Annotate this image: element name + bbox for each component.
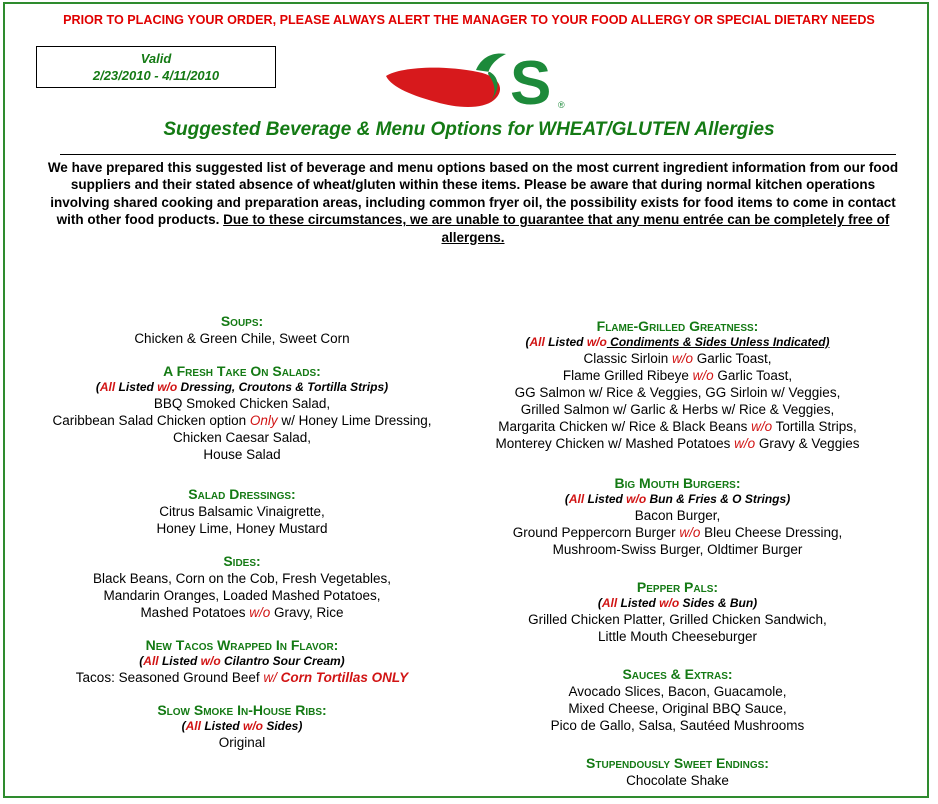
list-item: Chocolate Shake <box>626 773 729 788</box>
section-soups <box>8 312 476 347</box>
list-item: Chicken & Green Chile, Sweet Corn <box>134 331 350 346</box>
section-title: Stupendously Sweet Endings: <box>586 755 769 771</box>
left-column <box>8 312 476 766</box>
section-title: Soups: <box>220 313 264 329</box>
page-headline: Suggested Beverage & Menu Options for WHEAT/GLUTEN Allergies <box>163 119 775 140</box>
list-item: Ground Peppercorn Burger w/o Bleu Cheese Dressing, <box>512 525 843 540</box>
section-title: New Tacos Wrapped In Flavor: <box>145 637 339 653</box>
list-item: House Salad <box>203 447 281 462</box>
section-title: A Fresh Take On Salads: <box>163 363 321 379</box>
allergy-alert-banner: PRIOR TO PLACING YOUR ORDER, PLEASE ALWAYS ALERT THE MANAGER TO YOUR FOOD ALLERGY OR SPECIAL DIETARY NEEDS <box>63 13 875 27</box>
valid-dates: 2/23/2010 - 4/11/2010 <box>92 68 220 83</box>
list-item: Grilled Salmon w/ Garlic & Herbs w/ Rice & Veggies, <box>520 402 835 417</box>
list-item: BBQ Smoked Chicken Salad, <box>153 396 331 411</box>
list-item: Tacos: Seasoned Ground Beef w/ Corn Tortillas ONLY <box>75 670 409 685</box>
section-ribs <box>8 701 476 751</box>
list-item: Little Mouth Cheeseburger <box>597 629 758 644</box>
section-tacos <box>8 636 476 686</box>
intro-paragraph <box>42 159 904 246</box>
section-endings <box>450 754 905 789</box>
section-note: (All Listed w/o Bun & Fries & O Strings) <box>564 492 791 506</box>
list-item: Mixed Cheese, Original BBQ Sauce, <box>568 701 787 716</box>
valid-label: Valid <box>140 51 172 66</box>
section-note: (All Listed w/o Sides & Bun) <box>597 596 758 610</box>
list-item: GG Salmon w/ Rice & Veggies, GG Sirloin w/ Veggies, <box>514 385 841 400</box>
list-item: Honey Lime, Honey Mustard <box>156 521 328 536</box>
list-item: Grilled Chicken Platter, Grilled Chicken Sandwich, <box>528 612 827 627</box>
pepper-icon <box>386 68 500 107</box>
intro-disclaimer: Due to these circumstances, we are unable to guarantee that any menu entrée can be completely free of allergens. <box>223 212 890 245</box>
list-item: Mashed Potatoes w/o Gravy, Rice <box>140 605 344 620</box>
list-item: Mushroom-Swiss Burger, Oldtimer Burger <box>552 542 803 557</box>
section-title: Sides: <box>223 553 261 569</box>
section-note: (All Listed w/o Sides) <box>181 719 303 733</box>
intro-text: We have prepared this suggested list of beverage and menu options based on the most current ingredient information from our food suppliers and their stated absence of wheat/gluten within these items. Please be aware that during normal kitchen operations involving shared cooking and preparation areas, including common fryer oil, the possibility exists for food items to come in contact with other food products. <box>47 160 899 228</box>
list-item: Pico de Gallo, Salsa, Sautéed Mushrooms <box>550 718 805 733</box>
section-pepper-pals <box>450 578 905 645</box>
section-dressings <box>8 485 476 537</box>
section-title: Flame-Grilled Greatness: <box>596 318 759 334</box>
section-salads <box>8 362 476 463</box>
section-sauces <box>450 665 905 734</box>
list-item: Caribbean Salad Chicken option Only w/ Honey Lime Dressing, <box>52 413 432 428</box>
section-note: (All Listed w/o Condiments & Sides Unless Indicated) <box>525 335 830 349</box>
list-item: Monterey Chicken w/ Mashed Potatoes w/o Gravy & Veggies <box>495 436 860 451</box>
section-title: Slow Smoke In-House Ribs: <box>157 702 327 718</box>
section-grilled <box>450 317 905 452</box>
headline-rule <box>60 154 896 155</box>
list-item: Chicken Caesar Salad, <box>172 430 312 445</box>
valid-dates-box <box>36 46 276 88</box>
section-title: Big Mouth Burgers: <box>614 475 741 491</box>
registered-mark: ® <box>558 100 565 110</box>
list-item: Original <box>218 735 266 750</box>
list-item: Margarita Chicken w/ Rice & Black Beans w/o Tortilla Strips, <box>498 419 857 434</box>
list-item: Flame Grilled Ribeye w/o Garlic Toast, <box>562 368 793 383</box>
section-title: Sauces & Extras: <box>622 666 733 682</box>
logo-letter: S <box>510 49 552 114</box>
list-item: Avocado Slices, Bacon, Guacamole, <box>568 684 787 699</box>
list-item: Citrus Balsamic Vinaigrette, <box>159 504 325 519</box>
section-note: (All Listed w/o Dressing, Croutons & Tortilla Strips) <box>95 380 389 394</box>
chilis-logo <box>378 46 568 114</box>
section-sides <box>8 552 476 621</box>
section-burgers <box>450 474 905 558</box>
list-item: Black Beans, Corn on the Cob, Fresh Vegetables, <box>93 571 391 586</box>
list-item: Classic Sirloin w/o Garlic Toast, <box>583 351 772 366</box>
right-column <box>450 317 905 804</box>
list-item: Bacon Burger, <box>634 508 721 523</box>
list-item: Mandarin Oranges, Loaded Mashed Potatoes, <box>103 588 381 603</box>
section-title: Pepper Pals: <box>636 579 719 595</box>
section-note: (All Listed w/o Cilantro Sour Cream) <box>139 654 345 668</box>
section-title: Salad Dressings: <box>188 486 296 502</box>
